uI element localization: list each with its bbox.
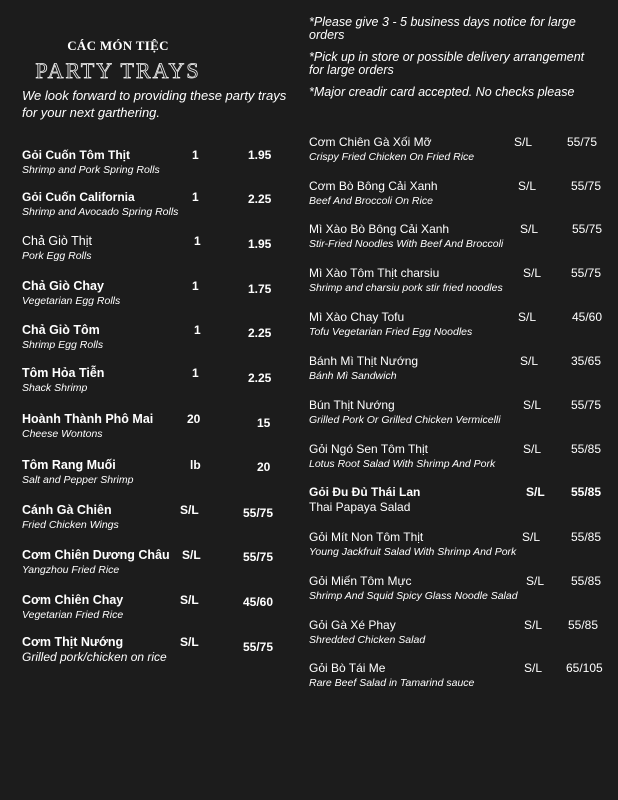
item-quantity: lb [190, 458, 201, 472]
item-description: Stir-Fried Noodles With Beef And Broccoli [309, 238, 504, 250]
menu-item [309, 310, 472, 339]
item-quantity: 1 [192, 366, 199, 380]
menu-item [309, 661, 474, 690]
menu-item [22, 412, 153, 441]
note-pickup: *Pick up in store or possible delivery arrangement for large orders [309, 50, 585, 77]
item-description: Young Jackfruit Salad With Shrimp And Pork [309, 546, 517, 558]
item-price: 20 [257, 460, 271, 474]
menu-item [22, 548, 170, 577]
item-name: Gỏi Miến Tôm Mực [309, 574, 412, 588]
item-description: Tofu Vegetarian Fried Egg Noodles [309, 326, 473, 338]
item-price: 55/75 [571, 398, 602, 412]
item-description: Shredded Chicken Salad [309, 634, 426, 646]
menu-item [309, 398, 501, 427]
item-description: Shrimp and Pork Spring Rolls [22, 164, 160, 176]
item-description: Shrimp And Squid Spicy Glass Noodle Salad [309, 590, 518, 602]
item-name: Cơm Chiên Dương Châu [22, 548, 170, 562]
item-price: 2.25 [248, 371, 272, 385]
item-quantity: S/L [520, 222, 539, 236]
item-name: Chả Giò Thịt [22, 234, 92, 248]
item-quantity: 1 [192, 148, 199, 162]
menu-item [22, 366, 104, 395]
item-description: Lotus Root Salad With Shrimp And Pork [309, 458, 496, 470]
menu-item [22, 593, 123, 622]
note-notice: *Please give 3 - 5 business days notice for large orders [309, 15, 576, 42]
item-description: Pork Egg Rolls [22, 250, 92, 262]
menu-item [309, 179, 438, 208]
order-notes [309, 16, 599, 108]
item-description: Yangzhou Fried Rice [22, 564, 120, 576]
item-description: Vegetarian Fried Rice [22, 609, 124, 621]
item-name: Tôm Rang Muối [22, 458, 116, 472]
item-price: 55/85 [571, 485, 602, 499]
item-price: 55/75 [567, 135, 598, 149]
menu-item [309, 618, 425, 647]
item-name: Mì Xào Bò Bông Cải Xanh [309, 222, 450, 236]
item-price: 55/75 [571, 179, 602, 193]
menu-item [309, 530, 516, 559]
item-price: 55/75 [243, 640, 274, 654]
item-quantity: 1 [194, 234, 201, 248]
item-description: Vegetarian Egg Rolls [22, 295, 121, 307]
item-name: Gỏi Ngó Sen Tôm Thịt [309, 442, 428, 456]
item-quantity: 1 [192, 279, 199, 293]
item-description: Grilled pork/chicken on rice [22, 650, 167, 664]
item-price: 45/60 [243, 595, 274, 609]
item-quantity: S/L [518, 310, 537, 324]
item-name: Chả Giò Tôm [22, 323, 100, 337]
item-quantity: S/L [180, 503, 199, 517]
item-price: 65/105 [566, 661, 603, 675]
item-name: Bún Thịt Nướng [309, 398, 395, 412]
item-price: 1.95 [248, 148, 272, 162]
menu-item [309, 574, 518, 603]
item-quantity: S/L [523, 266, 542, 280]
item-price: 55/75 [571, 266, 602, 280]
item-description: Shrimp and charsiu pork stir fried noodles [309, 282, 503, 294]
item-price: 1.75 [248, 282, 272, 296]
item-name: Cánh Gà Chiên [22, 503, 112, 517]
item-price: 55/75 [243, 550, 274, 564]
item-name: Gỏi Cuốn California [22, 190, 135, 204]
item-quantity: S/L [524, 618, 543, 632]
item-description: Shrimp Egg Rolls [22, 339, 104, 351]
item-description: Shack Shrimp [22, 382, 88, 394]
menu-item [22, 148, 160, 177]
item-name: Cơm Chiên Chay [22, 593, 124, 607]
item-price: 1.95 [248, 237, 272, 251]
item-name: Tôm Hỏa Tiễn [22, 366, 105, 380]
item-price: 35/65 [571, 354, 602, 368]
menu-item [309, 442, 495, 471]
item-price: 55/75 [572, 222, 603, 236]
note-payment: *Major creadir card accepted. No checks please [309, 85, 575, 99]
item-quantity: S/L [523, 398, 542, 412]
menu-item [22, 458, 133, 487]
item-quantity: S/L [524, 661, 543, 675]
item-quantity: 1 [192, 190, 199, 204]
item-name: Gỏi Cuốn Tôm Thịt [22, 148, 130, 162]
item-name: Bánh Mì Thịt Nướng [309, 354, 419, 368]
item-quantity: S/L [518, 179, 537, 193]
item-quantity: S/L [522, 530, 541, 544]
item-quantity: S/L [180, 635, 199, 649]
item-price: 55/85 [568, 618, 599, 632]
item-quantity: S/L [526, 485, 545, 499]
item-name: Hoành Thành Phô Mai [22, 412, 154, 426]
item-quantity: S/L [180, 593, 199, 607]
item-name: Chả Giò Chay [22, 279, 104, 293]
item-description: Shrimp and Avocado Spring Rolls [22, 206, 179, 218]
menu-item [309, 266, 503, 295]
menu-item [22, 279, 120, 308]
item-name: Gỏi Mít Non Tôm Thịt [309, 530, 424, 544]
item-price: 55/75 [243, 506, 274, 520]
menu-item [309, 222, 503, 251]
menu-item [22, 190, 178, 219]
intro-text: We look forward to providing these party trays for your next garthering. [22, 88, 287, 120]
item-description: Grilled Pork Or Grilled Chicken Vermicelli [309, 414, 501, 426]
item-quantity: S/L [526, 574, 545, 588]
item-name: Cơm Thịt Nướng [22, 635, 124, 649]
item-quantity: 1 [194, 323, 201, 337]
menu-item [22, 234, 92, 263]
item-name: Gỏi Đu Đủ Thái Lan [309, 485, 421, 499]
item-name: Gỏi Gà Xé Phay [309, 618, 396, 632]
menu-title-vietnamese: CÁC MÓN TIỆC [67, 38, 169, 53]
item-description: Bánh Mì Sandwich [309, 370, 397, 382]
menu-item [309, 135, 474, 164]
item-price: 55/85 [571, 574, 602, 588]
item-description: Fried Chicken Wings [22, 519, 119, 531]
item-price: 55/85 [571, 442, 602, 456]
item-price: 2.25 [248, 192, 272, 206]
item-description: Beef And Broccoli On Rice [309, 195, 433, 207]
menu-item [22, 503, 119, 532]
item-description: Salt and Pepper Shrimp [22, 474, 134, 486]
item-name: Cơm Chiên Gà Xối Mỡ [309, 135, 432, 149]
item-name: Mì Xào Tôm Thịt charsiu [309, 266, 440, 280]
menu-item [22, 635, 167, 664]
item-quantity: S/L [523, 442, 542, 456]
item-price: 55/85 [571, 530, 602, 544]
menu-title-english: PARTY TRAYS [35, 58, 201, 83]
item-description: Cheese Wontons [22, 428, 103, 440]
menu-item [309, 485, 420, 514]
item-description: Rare Beef Salad in Tamarind sauce [309, 677, 475, 689]
item-price: 15 [257, 416, 271, 430]
item-name: Cơm Bò Bông Cải Xanh [309, 179, 438, 193]
menu-item [309, 354, 418, 383]
item-quantity: S/L [514, 135, 533, 149]
item-quantity: S/L [182, 548, 201, 562]
item-description: Thai Papaya Salad [309, 500, 411, 514]
item-description: Crispy Fried Chicken On Fried Rice [309, 151, 475, 163]
item-price: 2.25 [248, 326, 272, 340]
item-name: Gỏi Bò Tái Me [309, 661, 386, 675]
menu-item [22, 323, 103, 352]
item-price: 45/60 [572, 310, 603, 324]
item-quantity: 20 [187, 412, 201, 426]
item-quantity: S/L [520, 354, 539, 368]
item-name: Mì Xào Chay Tofu [309, 310, 405, 324]
